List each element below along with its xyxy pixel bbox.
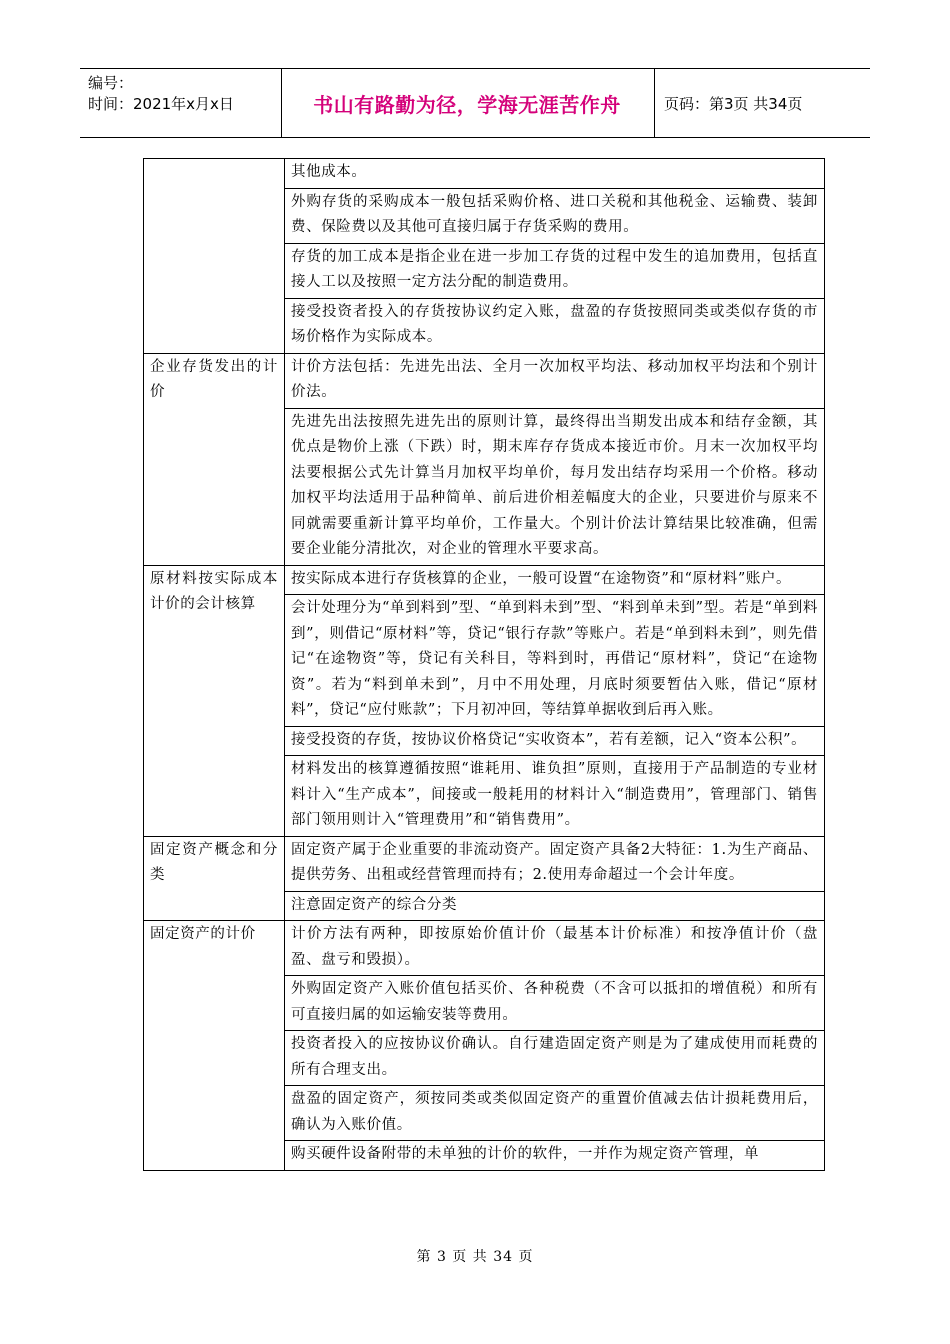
table-row — [144, 565, 825, 595]
content-cell: 外购存货的采购成本一般包括采购价格、进口关税和其他税金、运输费、装卸费、保险费以及其他可直接归属于存货采购的费用。 — [285, 188, 825, 243]
category-cell: 固定资产的计价 — [144, 921, 285, 1171]
content-cell: 购买硬件设备附带的未单独的计价的软件，一并作为规定资产管理，单 — [285, 1141, 825, 1171]
header-page-info: 页码：第3页 共34页 — [664, 94, 803, 113]
category-cell: 企业存货发出的计价 — [144, 353, 285, 565]
document-date: 时间：2021年x月x日 — [88, 95, 234, 113]
content-table — [143, 158, 825, 1171]
page-header — [80, 68, 870, 138]
content-cell: 会计处理分为“单到料到”型、“单到料未到”型、“料到单未到”型。若是“单到料到”，则借记“原材料”等，贷记“银行存款”等账户。若是“单到料未到”，则先借记“在途物资”等，贷记有关科目，等料到时，再借记“原材料”，贷记“在途物资”。若为“料到单未到”，月中不用处理，月底时须要暂估入账，借记“原材料”，贷记“应付账款”；下月初冲回，等结算单据收到后再入账。 — [285, 595, 825, 727]
category-cell — [144, 159, 285, 354]
category-cell: 固定资产概念和分类 — [144, 836, 285, 921]
content-cell: 接受投资的存货，按协议价格贷记“实收资本”，若有差额，记入“资本公积”。 — [285, 726, 825, 756]
content-cell: 计价方法有两种，即按原始价值计价（最基本计价标准）和按净值计价（盘盈、盘亏和毁损）。 — [285, 921, 825, 976]
content-cell: 注意固定资产的综合分类 — [285, 891, 825, 921]
content-cell: 接受投资者投入的存货按协议约定入账，盘盈的存货按照同类或类似存货的市场价格作为实际成本。 — [285, 298, 825, 353]
content-cell: 计价方法包括：先进先出法、全月一次加权平均法、移动加权平均法和个别计价法。 — [285, 353, 825, 408]
table-row — [144, 836, 825, 891]
content-cell: 按实际成本进行存货核算的企业，一般可设置“在途物资”和“原材料”账户。 — [285, 565, 825, 595]
table-row — [144, 159, 825, 189]
header-meta — [88, 73, 280, 115]
header-motto: 书山有路勤为径，学海无涯苦作舟 — [313, 92, 621, 117]
content-cell: 外购固定资产入账价值包括买价、各种税费（不含可以抵扣的增值税）和所有可直接归属的如运输安装等费用。 — [285, 976, 825, 1031]
category-cell: 原材料按实际成本计价的会计核算 — [144, 565, 285, 836]
content-cell: 先进先出法按照先进先出的原则计算，最终得出当期发出成本和结存金额，其优点是物价上涨（下跌）时，期末库存存货成本接近市价。月末一次加权平均法要根据公式先计算当月加权平均单价，每月发出结存均采用一个价格。移动加权平均法适用于品种简单、前后进价相差幅度大的企业，只要进价与原来不同就需要重新计算平均单价，工作量大。个别计价法计算结果比较准确，但需要企业能分清批次，对企业的管理水平要求高。 — [285, 408, 825, 565]
content-cell: 材料发出的核算遵循按照“谁耗用、谁负担”原则，直接用于产品制造的专业材料计入“生产成本”，间接或一般耗用的材料计入“制造费用”，管理部门、销售部门领用则计入“管理费用”和“销售费用”。 — [285, 756, 825, 837]
header-divider — [654, 69, 655, 137]
page-footer: 第 3 页 共 34 页 — [416, 1249, 534, 1265]
table-row — [144, 921, 825, 976]
content-cell: 其他成本。 — [285, 159, 825, 189]
content-cell: 盘盈的固定资产，须按同类或类似固定资产的重置价值减去估计损耗费用后，确认为入账价值。 — [285, 1086, 825, 1141]
table-row — [144, 353, 825, 408]
content-cell: 投资者投入的应按协议价确认。自行建造固定资产则是为了建成使用而耗费的所有合理支出。 — [285, 1031, 825, 1086]
document-number-label: 编号： — [88, 74, 134, 92]
content-cell: 固定资产属于企业重要的非流动资产。固定资产具备2大特征：1.为生产商品、提供劳务、出租或经营管理而持有；2.使用寿命超过一个会计年度。 — [285, 836, 825, 891]
content-cell: 存货的加工成本是指企业在进一步加工存货的过程中发生的追加费用，包括直接人工以及按照一定方法分配的制造费用。 — [285, 243, 825, 298]
